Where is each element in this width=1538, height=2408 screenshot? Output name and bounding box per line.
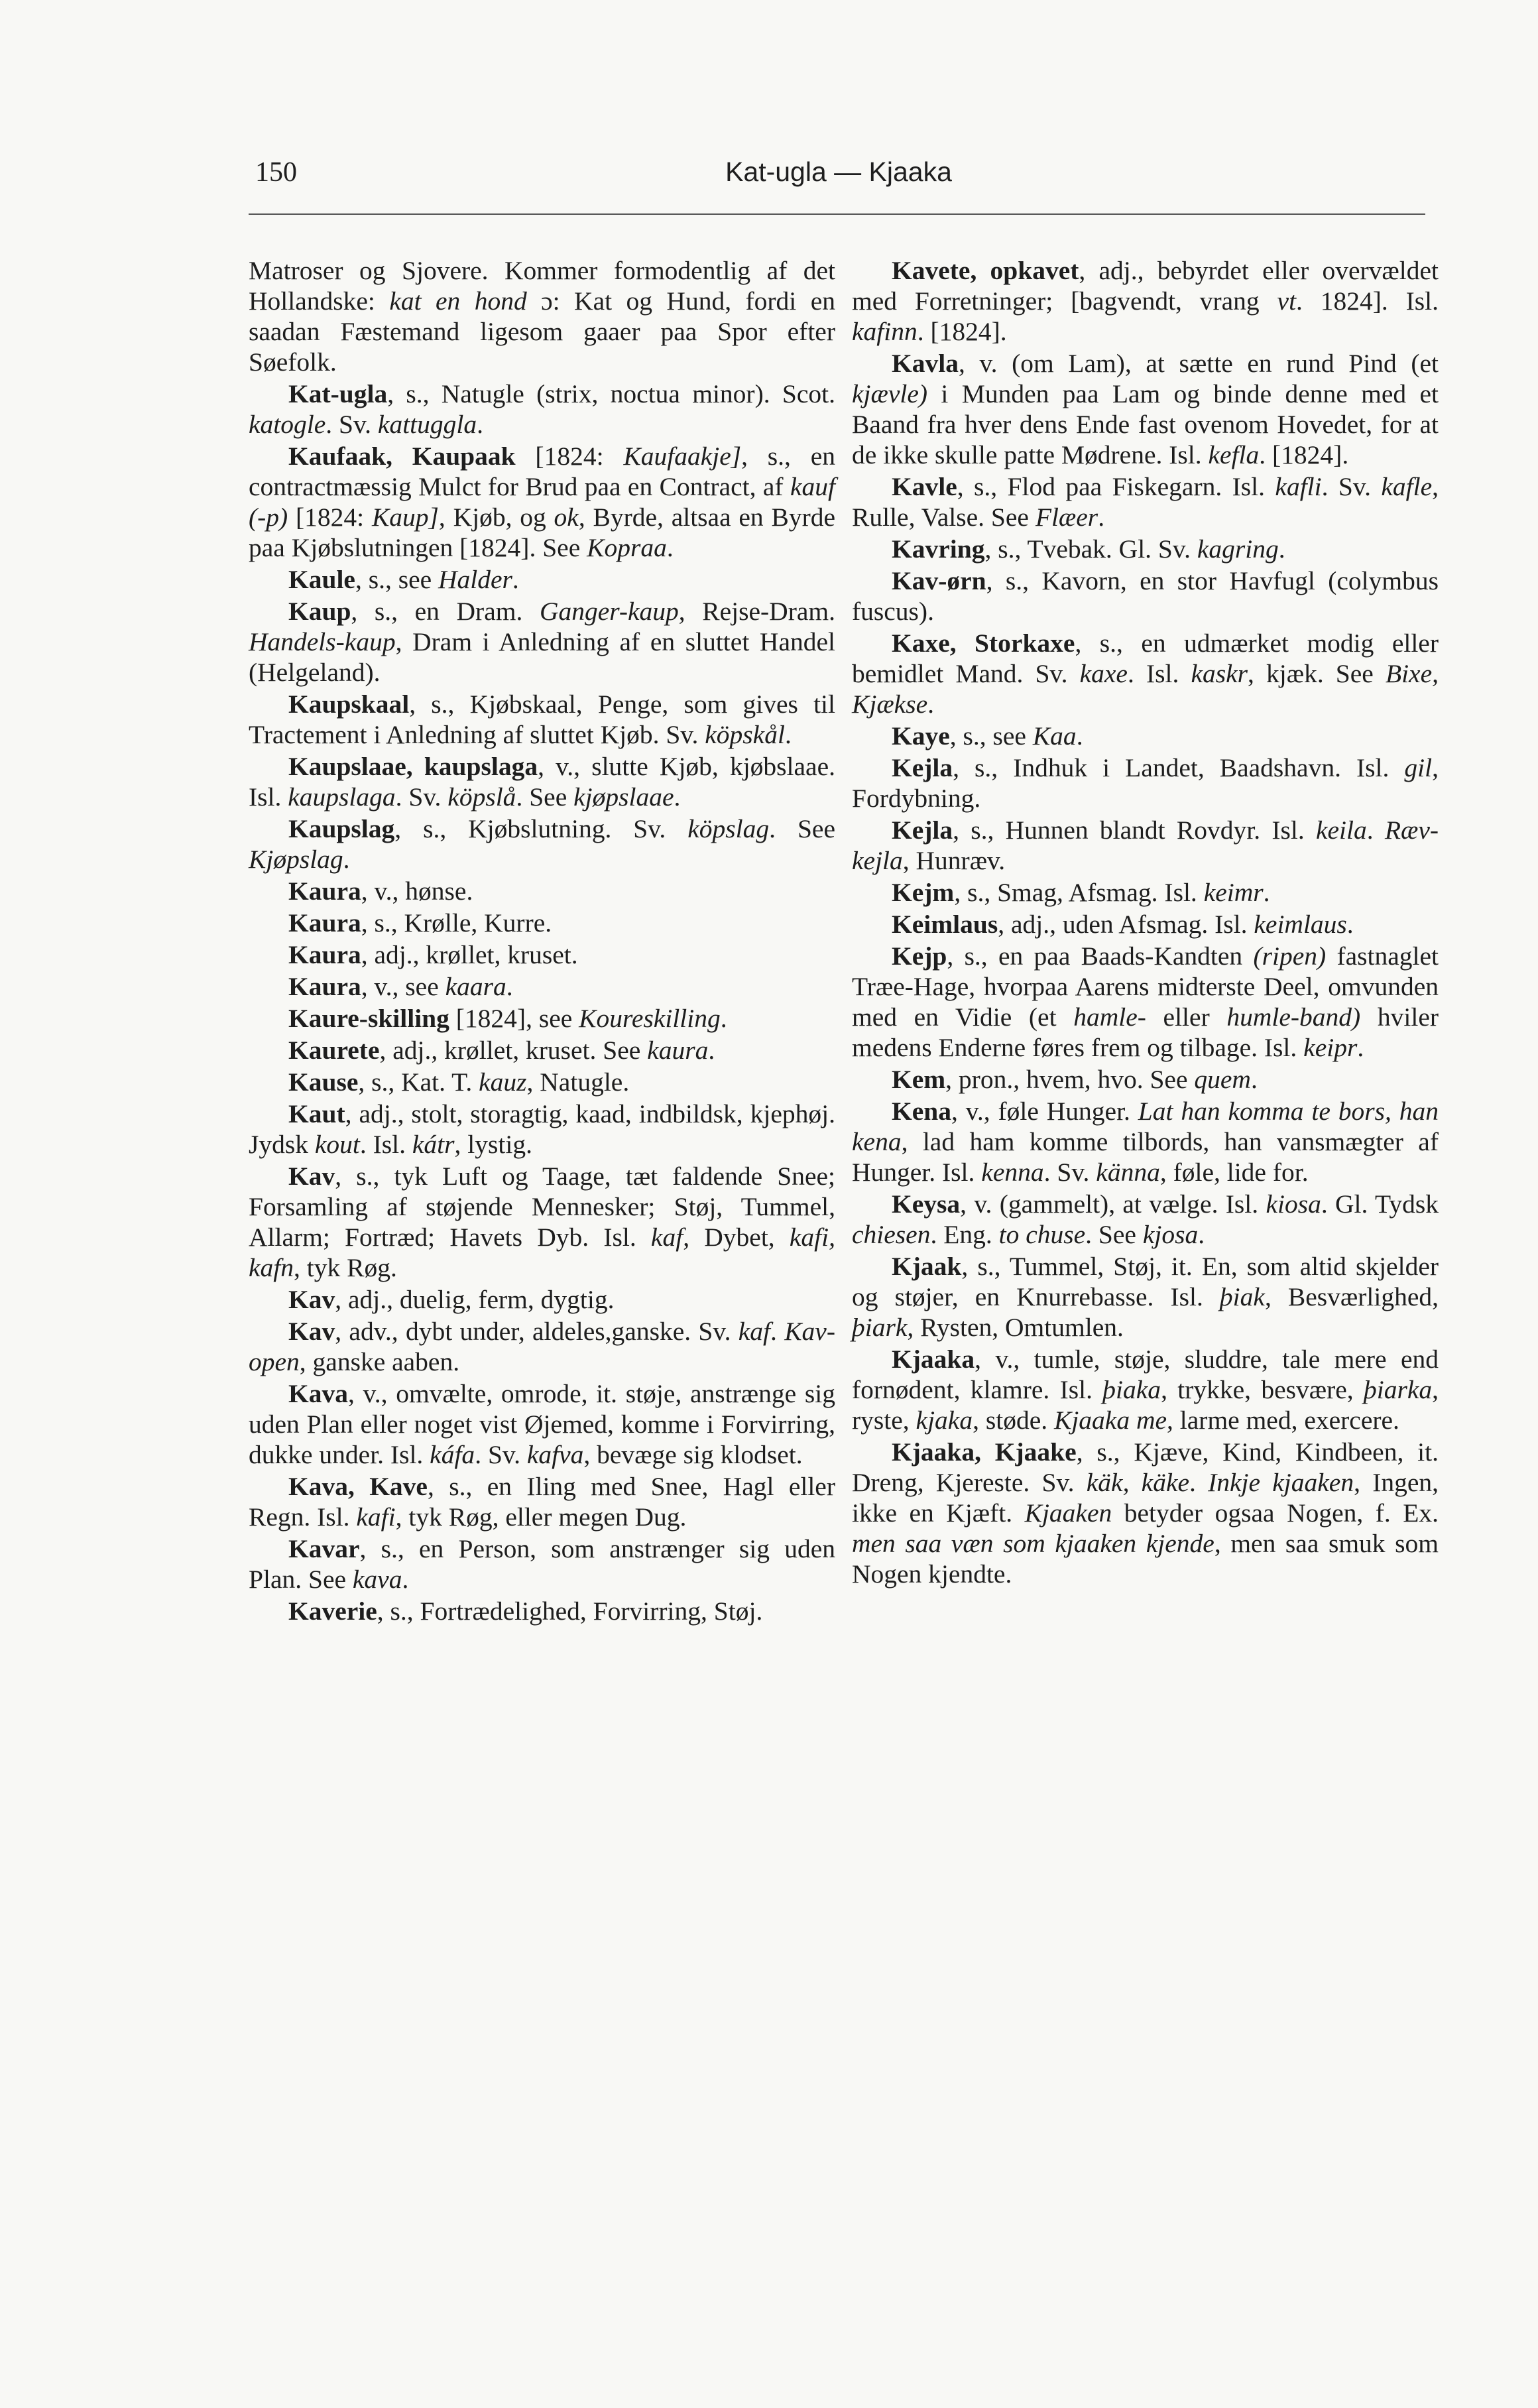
- dictionary-entry: [852, 566, 1439, 627]
- dictionary-entry: [852, 815, 1439, 876]
- entry-text: .: [1263, 878, 1270, 907]
- dictionary-entry: [852, 1096, 1439, 1187]
- dictionary-entry: [852, 1251, 1439, 1343]
- entry-italic-text: Ræv-kejla: [852, 815, 1439, 875]
- entry-text: fastnaglet Træe-Hage, hvorpaa Aarens midterste Deel, omvunden med en Vidie (et: [852, 941, 1439, 1032]
- dictionary-entry: [249, 441, 835, 563]
- entry-headword: Kavle: [892, 472, 957, 501]
- dictionary-entry: [249, 1161, 835, 1283]
- entry-headword: Kaule: [288, 565, 355, 594]
- entry-text: , v. (gammelt), at vælge. Isl.: [960, 1189, 1266, 1219]
- entry-italic-text: keila: [1315, 815, 1367, 845]
- entry-headword: Kaverie: [288, 1596, 377, 1626]
- entry-text: . [1824].: [917, 317, 1007, 346]
- entry-text: , s., Smag, Afsmag. Isl.: [954, 878, 1204, 907]
- dictionary-entry: [852, 348, 1439, 470]
- entry-text: , adv., dybt under, aldeles,ganske. Sv.: [335, 1317, 739, 1346]
- entry-text: , lystig.: [454, 1130, 532, 1159]
- entry-italic-text: Handels-kaup: [249, 627, 396, 656]
- entry-text: , Dram i Anledning af en sluttet Handel (Helgeland).: [249, 627, 835, 687]
- entry-headword: Kaura: [288, 940, 361, 969]
- entry-italic-text: Kjøpslag: [249, 845, 343, 874]
- entry-italic-text: gil: [1404, 753, 1433, 782]
- entry-headword: Kavring: [892, 534, 985, 564]
- entry-text: , tyk Røg, eller megen Dug.: [395, 1502, 687, 1532]
- entry-italic-text: Kav-open: [249, 1317, 835, 1376]
- entry-text: . See: [516, 782, 574, 812]
- entry-headword: Kava: [288, 1379, 348, 1408]
- entry-text: , s., Natugle (strix, noctua minor). Scot.: [387, 379, 835, 408]
- entry-headword: Kaura: [288, 876, 361, 906]
- dictionary-entry: [249, 1003, 835, 1034]
- entry-italic-text: þiaka: [1102, 1375, 1161, 1404]
- entry-italic-text: þiarka: [1363, 1375, 1433, 1404]
- entry-headword: Kjaaka: [892, 1345, 975, 1374]
- entry-italic-text: vt: [1277, 286, 1297, 316]
- dictionary-entry: [249, 1099, 835, 1160]
- entry-italic-text: kaupslaga: [288, 782, 396, 812]
- entry-italic-text: keipr: [1303, 1033, 1358, 1062]
- entry-text: , s., en Iling med Snee, Hagl eller Regn. Isl.: [249, 1472, 835, 1532]
- dictionary-entry: [249, 1378, 835, 1470]
- dictionary-entry: [249, 1596, 835, 1626]
- entry-text: , s., tyk Luft og Taage, tæt faldende Snee; Forsamling af støjende Mennesker; Støj, Tummel, Allarm; Fortræd; Havets Dyb. Isl.: [249, 1162, 835, 1252]
- entry-text: , Byrde, altsaa en Byrde paa Kjøbslutningen [1824]. See: [249, 503, 836, 562]
- entry-italic-text: chiesen: [852, 1220, 931, 1249]
- entry-text: , Besværlighed,: [1264, 1282, 1439, 1311]
- entry-text: , v., see: [361, 972, 445, 1001]
- entry-text: . Sv.: [475, 1440, 527, 1469]
- entry-headword: Kat-ugla: [288, 379, 388, 408]
- entry-text: , men saa smuk som Nogen kjendte.: [852, 1529, 1439, 1589]
- entry-text: .: [506, 972, 513, 1001]
- entry-italic-text: kaskr: [1191, 659, 1248, 688]
- entry-italic-text: (ripen): [1253, 941, 1327, 971]
- entry-italic-text: þiark: [852, 1313, 908, 1342]
- entry-text: , Kjøb, og: [438, 503, 554, 532]
- dictionary-entry: [852, 1064, 1439, 1095]
- entry-text: , s., Fortrædelighed, Forvirring, Støj.: [377, 1596, 763, 1626]
- entry-text: . Sv.: [325, 410, 378, 439]
- entry-italic-text: Kjaaken: [1024, 1498, 1112, 1528]
- entry-text: , kjæk. See: [1248, 659, 1386, 688]
- entry-text: , s., en Person, som anstrænger sig uden Plan. See: [249, 1534, 835, 1594]
- dictionary-entry: [249, 564, 835, 595]
- entry-headword: Kav-ørn: [892, 566, 986, 595]
- entry-headword: Kaurete: [288, 1036, 380, 1065]
- entry-text: , s., see: [949, 721, 1033, 751]
- entry-text: , s., en paa Baads-Kandten: [947, 941, 1254, 971]
- entry-text: , v., slutte Kjøb, kjøbslaae. Isl.: [249, 752, 835, 812]
- entry-text: , trykke, besvære,: [1161, 1375, 1364, 1404]
- entry-headword: Kavar: [288, 1534, 360, 1563]
- entry-headword: Kavla: [892, 349, 959, 378]
- entry-text: .: [927, 690, 934, 719]
- entry-text: eller: [1146, 1002, 1227, 1032]
- entry-headword: Kejla: [892, 753, 953, 782]
- entry-text: , s., Tvebak. Gl. Sv.: [984, 534, 1197, 564]
- entry-italic-text: kjævle): [852, 379, 928, 408]
- dictionary-entry: [249, 1067, 835, 1097]
- entry-text: , v. (om Lam), at sætte en rund Pind (et: [958, 349, 1439, 378]
- entry-headword: Kaure-skilling: [288, 1004, 449, 1033]
- entry-text: .: [666, 533, 674, 562]
- dictionary-entry: [249, 971, 835, 1002]
- entry-italic-text: Kaufaakje]: [623, 442, 742, 471]
- entry-text: .: [770, 1317, 785, 1346]
- entry-italic-text: kaara: [445, 972, 506, 1001]
- entry-text: , s., Kavorn, en stor Havfugl (colymbus fuscus).: [852, 566, 1439, 626]
- entry-italic-text: keimr: [1203, 878, 1264, 907]
- entry-text: .: [1357, 1033, 1364, 1062]
- entry-headword: Kejla: [892, 815, 953, 845]
- entry-text: . Gl. Tydsk: [1321, 1189, 1439, 1219]
- entry-italic-text: kefla: [1208, 440, 1260, 469]
- entry-text: , s., Hunnen blandt Rovdyr. Isl.: [953, 815, 1316, 845]
- entry-text: . Isl.: [1127, 659, 1191, 688]
- dictionary-entry: [852, 534, 1439, 564]
- entry-text: . Eng.: [930, 1220, 999, 1249]
- entry-text: .: [1278, 534, 1285, 564]
- entry-headword: Kaupslaae, kaupslaga: [288, 752, 538, 781]
- entry-headword: Kav: [288, 1317, 335, 1346]
- entry-text: betyder ogsaa Nogen, f. Ex.: [1112, 1498, 1439, 1528]
- dictionary-entry: [249, 813, 835, 874]
- entry-text: .: [402, 1565, 409, 1594]
- entry-headword: Kaura: [288, 972, 361, 1001]
- entry-text: , s., Indhuk i Landet, Baadshavn. Isl.: [953, 753, 1405, 782]
- entry-italic-text: Koureskilling: [579, 1004, 721, 1033]
- entry-text: ɔ: Kat og Hund, fordi en saadan Fæstemand ligesom gaaer paa Spor efter Søefolk.: [249, 286, 835, 377]
- entry-text: , pron., hvem, hvo. See: [945, 1065, 1195, 1094]
- dictionary-entry: [249, 255, 835, 377]
- entry-headword: Kaufaak, Kaupaak: [288, 442, 516, 471]
- entry-italic-text: ok: [554, 503, 579, 532]
- entry-text: .: [1250, 1065, 1258, 1094]
- entry-text: . Isl.: [359, 1130, 412, 1159]
- entry-text: , føle, lide for.: [1159, 1158, 1309, 1187]
- entry-headword: Kaye: [892, 721, 950, 751]
- entry-text: , v., hønse.: [361, 876, 473, 906]
- right-column: [852, 255, 1439, 1591]
- entry-text: , s., Tummel, Støj, it. En, som altid skjelder og støjer, en Knurrebasse. Isl.: [852, 1252, 1439, 1311]
- entry-headword: Kejm: [892, 878, 955, 907]
- entry-headword: Keimlaus: [892, 910, 998, 939]
- entry-text: .: [477, 410, 484, 439]
- entry-headword: Kavete, opkavet: [892, 256, 1079, 285]
- entry-text: . 1824]. Isl.: [1296, 286, 1439, 316]
- entry-text: , s., en contractmæssig Mulct for Brud paa en Contract, af: [249, 442, 835, 501]
- entry-italic-text: Kjaaka me: [1053, 1406, 1167, 1435]
- entry-text: .: [784, 720, 792, 749]
- entry-text: , larme med, exercere.: [1167, 1406, 1399, 1435]
- entry-text: , s., Krølle, Kurre.: [361, 908, 552, 937]
- entry-italic-text: keimlaus: [1254, 910, 1347, 939]
- entry-italic-text: kenna: [981, 1158, 1044, 1187]
- entry-text: .: [720, 1004, 727, 1033]
- entry-italic-text: kat en hond: [389, 286, 527, 316]
- entry-italic-text: kafi, kafn: [249, 1223, 835, 1282]
- entry-text: . Sv.: [395, 782, 448, 812]
- entry-headword: Kaupslag: [288, 814, 395, 843]
- page-number: 150: [255, 157, 297, 188]
- entry-text: , s., en Dram.: [351, 597, 540, 626]
- entry-italic-text: kafva: [526, 1440, 584, 1469]
- entry-italic-text: kauz: [479, 1067, 527, 1097]
- entry-headword: Kem: [892, 1065, 946, 1094]
- running-head: Kat-ugla — Kjaaka: [725, 156, 952, 187]
- entry-text: .: [1076, 721, 1083, 751]
- entry-text: , ganske aaben.: [299, 1347, 460, 1376]
- dictionary-entry: [852, 1189, 1439, 1250]
- entry-headword: Kjaak: [892, 1252, 962, 1281]
- left-column: [249, 255, 835, 1628]
- entry-italic-text: Lat han komma te bors, han kena: [852, 1097, 1439, 1156]
- entry-text: . [1824].: [1259, 440, 1349, 469]
- entry-text: [1824], see: [449, 1004, 579, 1033]
- dictionary-entry: [249, 596, 835, 688]
- entry-text: , v., tumle, støje, sluddre, tale mere end fornødent, klamre. Isl.: [852, 1345, 1439, 1404]
- entry-headword: Kaura: [288, 908, 361, 937]
- entry-italic-text: quem: [1194, 1065, 1251, 1094]
- dictionary-entry: [852, 877, 1439, 908]
- entry-italic-text: men saa væn som kjaaken kjende: [852, 1529, 1214, 1558]
- dictionary-entry: [249, 1035, 835, 1065]
- entry-text: [1824:: [288, 503, 372, 532]
- entry-text: , v., føle Hunger.: [951, 1097, 1138, 1126]
- entry-text: , Ingen, ikke en Kjæft.: [852, 1468, 1439, 1528]
- entry-headword: Kejp: [892, 941, 947, 971]
- entry-text: , Fordybning.: [852, 753, 1439, 813]
- entry-headword: Kav: [288, 1162, 335, 1191]
- dictionary-entry: [249, 908, 835, 938]
- entry-text: , s., Kjøbslutning. Sv.: [394, 814, 688, 843]
- dictionary-entry: [249, 1534, 835, 1595]
- entry-text: , Dybet,: [683, 1223, 790, 1252]
- entry-headword: Kaupskaal: [288, 690, 410, 719]
- entry-italic-text: kjaka: [916, 1406, 973, 1435]
- entry-italic-text: kauf (-p): [249, 472, 835, 532]
- dictionary-entry: [852, 752, 1439, 813]
- entry-text: i Munden paa Lam og binde denne med et Baand fra hver dens Ende fast ovenom Hovedet, for at de ikke skulle patte Mødrene. Isl.: [852, 379, 1439, 469]
- entry-italic-text: Halder: [438, 565, 512, 594]
- entry-text: . See: [769, 814, 835, 843]
- entry-headword: Kaup: [288, 597, 351, 626]
- entry-text: . Sv.: [1043, 1158, 1096, 1187]
- entry-italic-text: kaf: [738, 1317, 771, 1346]
- entry-headword: Keysa: [892, 1189, 961, 1219]
- entry-text: , Hunræv.: [902, 846, 1006, 875]
- entry-headword: Kena: [892, 1097, 951, 1126]
- entry-italic-text: kaf: [650, 1223, 683, 1252]
- header-rule: [249, 213, 1425, 215]
- entry-headword: Kava, Kave: [288, 1472, 428, 1501]
- entry-headword: Kav: [288, 1285, 335, 1314]
- dictionary-entry: [852, 255, 1439, 347]
- entry-text: , adj., bebyrdet eller overvældet med Forretninger; [bagvendt, vrang: [852, 256, 1439, 316]
- entry-text: , Rysten, Omtumlen.: [907, 1313, 1124, 1342]
- dictionary-entry: [852, 941, 1439, 1063]
- dictionary-entry: [249, 379, 835, 440]
- dictionary-entry: [249, 876, 835, 906]
- entry-italic-text: käk, käke: [1086, 1468, 1190, 1497]
- entry-italic-text: humle-band): [1226, 1002, 1361, 1032]
- entry-italic-text: kattuggla: [377, 410, 477, 439]
- entry-headword: Kjaaka, Kjaake: [892, 1437, 1077, 1467]
- entry-italic-text: kafi: [356, 1502, 396, 1532]
- entry-italic-text: kjosa: [1142, 1220, 1199, 1249]
- entry-text: .: [1198, 1220, 1205, 1249]
- entry-text: .: [1346, 910, 1354, 939]
- entry-text: , støde.: [973, 1406, 1054, 1435]
- entry-text: , adj., uden Afsmag. Isl.: [998, 910, 1254, 939]
- entry-text: .: [1098, 503, 1105, 532]
- entry-headword: Kause: [288, 1067, 359, 1097]
- entry-italic-text: kaura: [647, 1036, 709, 1065]
- entry-text: .: [1189, 1468, 1209, 1497]
- dictionary-entry: [852, 471, 1439, 532]
- dictionary-entry: [249, 1471, 835, 1532]
- entry-text: hviler medens Enderne føres frem og tilbage. Isl.: [852, 1002, 1439, 1062]
- entry-italic-text: Bixe, Kjækse: [852, 659, 1439, 719]
- dictionary-entry: [249, 751, 835, 812]
- dictionary-entry: [852, 909, 1439, 939]
- entry-italic-text: kjøpslaae: [573, 782, 674, 812]
- entry-text: , s., Flod paa Fiskegarn. Isl.: [957, 472, 1275, 501]
- entry-text: .: [674, 782, 681, 812]
- entry-text: .: [708, 1036, 715, 1065]
- entry-text: , adj., krøllet, kruset. See: [379, 1036, 648, 1065]
- entry-text: , v., omvælte, omrode, it. støje, anstrænge sig uden Plan eller noget vist Øjemed, komme i Forvirring, dukke under. Isl.: [249, 1379, 835, 1469]
- dictionary-entry: [852, 1344, 1439, 1435]
- entry-italic-text: kafinn: [852, 317, 917, 346]
- entry-italic-text: kava: [352, 1565, 402, 1594]
- entry-italic-text: to chuse: [998, 1220, 1086, 1249]
- entry-text: , adj., krøllet, kruset.: [361, 940, 578, 969]
- entry-italic-text: kaxe: [1079, 659, 1128, 688]
- entry-italic-text: köpslå: [447, 782, 516, 812]
- entry-text: , Rejse-Dram.: [678, 597, 835, 626]
- entry-italic-text: kiosa: [1266, 1189, 1321, 1219]
- entry-text: , s., en udmærket modig eller bemidlet Mand. Sv.: [852, 629, 1439, 688]
- entry-text: .: [1366, 815, 1385, 845]
- dictionary-entry: [852, 1437, 1439, 1589]
- dictionary-entry: [249, 939, 835, 970]
- dictionary-entry: [852, 721, 1439, 751]
- entry-italic-text: kafle: [1381, 472, 1433, 501]
- entry-text: .: [343, 845, 350, 874]
- entry-italic-text: köpslag: [687, 814, 770, 843]
- entry-italic-text: kátr: [412, 1130, 455, 1159]
- entry-text: , s., Kjæve, Kind, Kindbeen, it. Dreng, Kjereste. Sv.: [852, 1437, 1439, 1497]
- entry-text: , adj., duelig, ferm, dygtig.: [335, 1285, 615, 1314]
- entry-text: , bevæge sig klodset.: [583, 1440, 803, 1469]
- entry-text: , tyk Røg.: [294, 1253, 397, 1282]
- entry-text: . See: [1085, 1220, 1143, 1249]
- entry-headword: Kaut: [288, 1099, 345, 1128]
- entry-text: .: [512, 565, 519, 594]
- entry-italic-text: kafli: [1275, 472, 1322, 501]
- entry-text: , adj., stolt, storagtig, kaad, indbildsk, kjephøj. Jydsk: [249, 1099, 835, 1159]
- entry-headword: Kaxe, Storkaxe: [892, 629, 1075, 658]
- entry-text: [1824:: [515, 442, 624, 471]
- entry-italic-text: köpskål: [705, 720, 785, 749]
- dictionary-entry: [249, 689, 835, 750]
- entry-italic-text: þiak: [1219, 1282, 1265, 1311]
- entry-text: , s., see: [355, 565, 439, 594]
- dictionary-entry: [249, 1316, 835, 1377]
- entry-italic-text: Kopraa: [587, 533, 667, 562]
- entry-text: , ryste,: [852, 1375, 1439, 1435]
- entry-italic-text: Kaa: [1032, 721, 1077, 751]
- entry-text: , s., Kjøbskaal, Penge, som gives til Tractement i Anledning af sluttet Kjøb. Sv.: [249, 690, 835, 749]
- entry-italic-text: kout: [314, 1130, 360, 1159]
- entry-text: . Sv.: [1321, 472, 1382, 501]
- entry-italic-text: katogle: [249, 410, 326, 439]
- entry-text: , lad ham komme tilbords, han vansmægter af Hunger. Isl.: [852, 1127, 1439, 1187]
- entry-italic-text: káfa: [430, 1440, 475, 1469]
- entry-italic-text: kagring: [1197, 534, 1279, 564]
- entry-text: , Rulle, Valse. See: [852, 472, 1439, 532]
- page-header: [249, 154, 1429, 200]
- entry-italic-text: Ganger-kaup: [539, 597, 679, 626]
- entry-text: Matroser og Sjovere. Kommer formodentlig af det Hollandske:: [249, 256, 835, 316]
- entry-italic-text: Flæer: [1035, 503, 1098, 532]
- dictionary-entry: [852, 628, 1439, 719]
- entry-italic-text: Inkje kjaaken: [1208, 1468, 1354, 1497]
- entry-italic-text: känna: [1096, 1158, 1160, 1187]
- entry-text: , s., Kat. T.: [358, 1067, 479, 1097]
- dictionary-entry: [249, 1284, 835, 1315]
- entry-text: , Natugle.: [526, 1067, 630, 1097]
- entry-italic-text: hamle-: [1073, 1002, 1146, 1032]
- entry-italic-text: Kaup]: [371, 503, 439, 532]
